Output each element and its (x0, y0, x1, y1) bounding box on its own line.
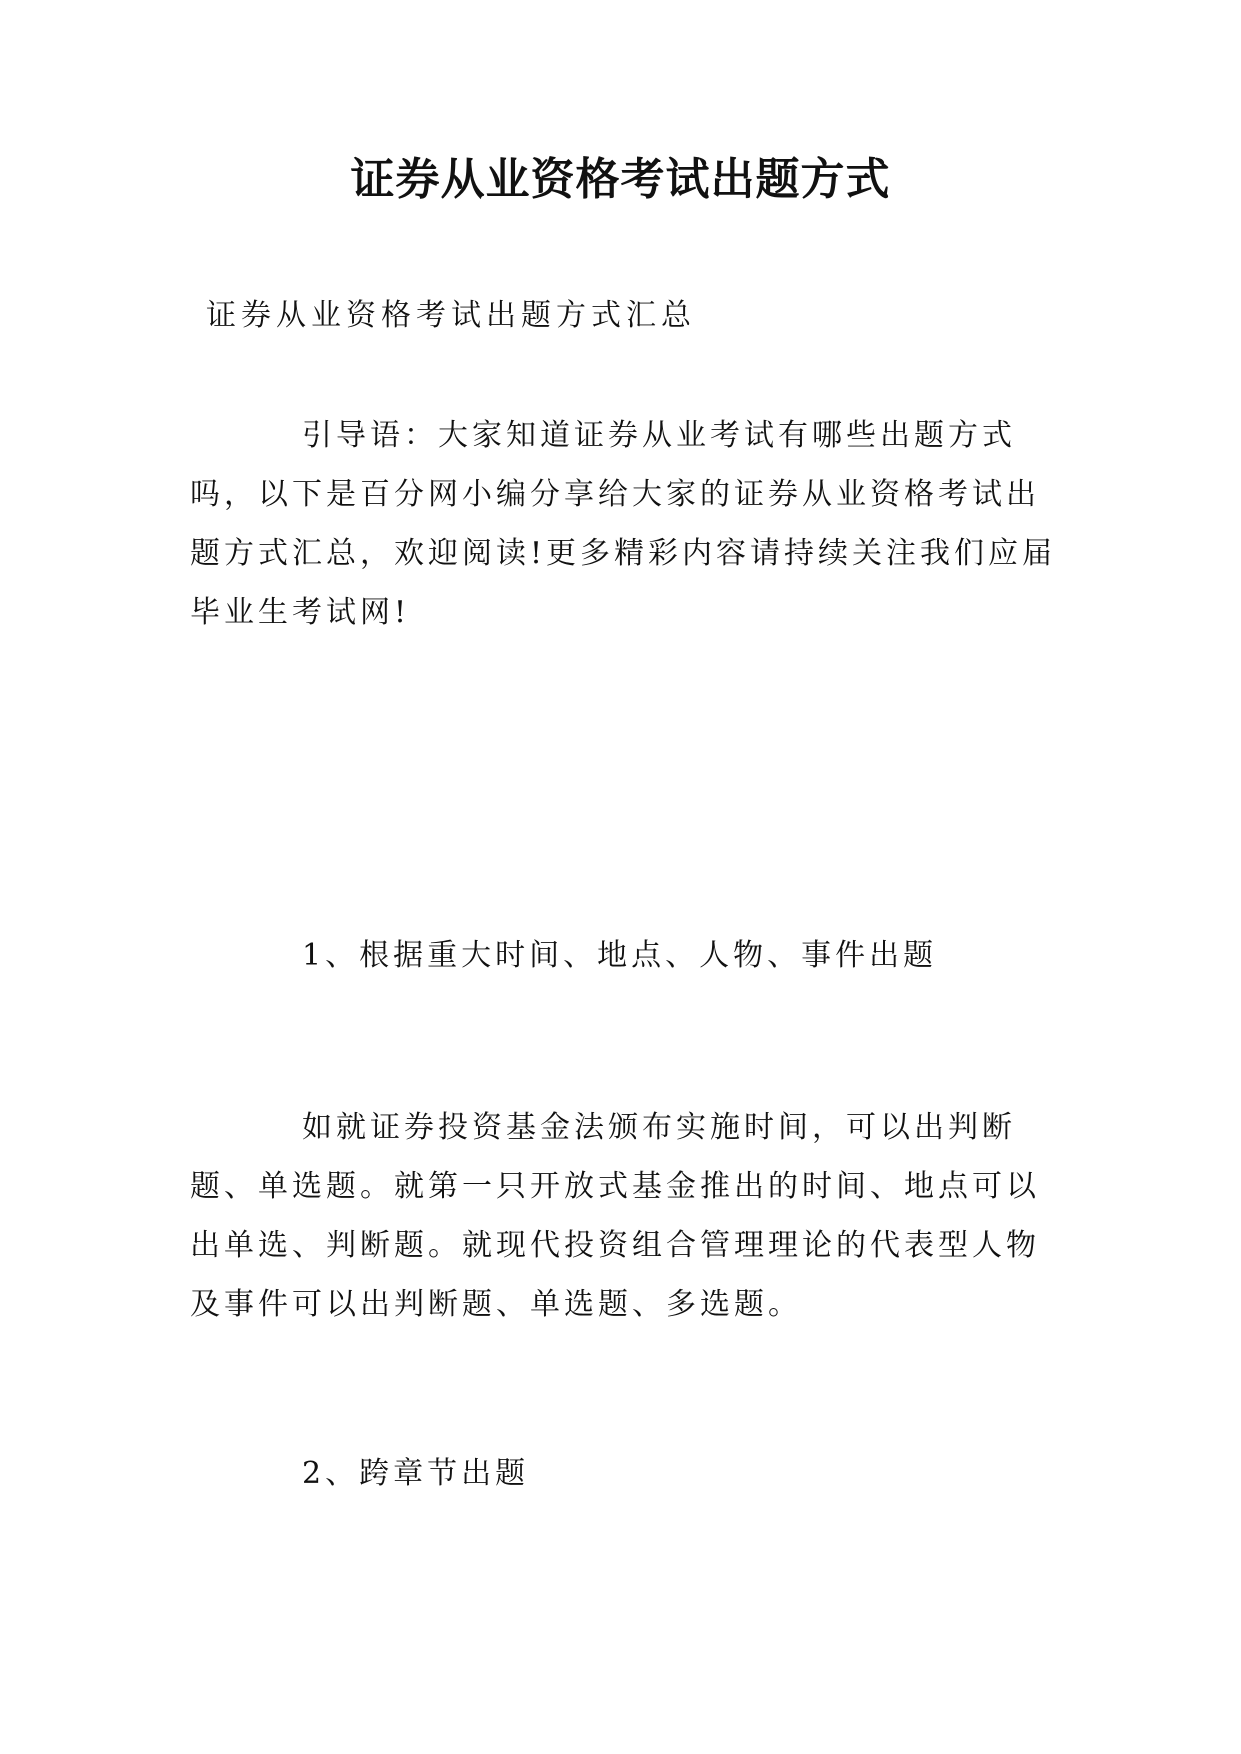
section-heading-1: 1、根据重大时间、地点、人物、事件出题 (302, 938, 938, 973)
section-body-1: 如就证券投资基金法颁布实施时间，可以出判断题、单选题。就第一只开放式基金推出的时间、地点可以出单选、判断题。就现代投资组合管理理论的代表型人物及事件可以出判断题、单选题、多选题。 (190, 1110, 1040, 1322)
section-heading-2: 2、跨章节出题 (302, 1456, 530, 1491)
document-title: 证券从业资格考试出题方式 (350, 154, 891, 205)
document-subtitle: 证券从业资格考试出题方式汇总 (206, 298, 696, 333)
intro-paragraph: 引导语：大家知道证券从业考试有哪些出题方式吗，以下是百分网小编分享给大家的证券从业资格考试出题方式汇总，欢迎阅读!更多精彩内容请持续关注我们应届毕业生考试网! (190, 418, 1057, 630)
